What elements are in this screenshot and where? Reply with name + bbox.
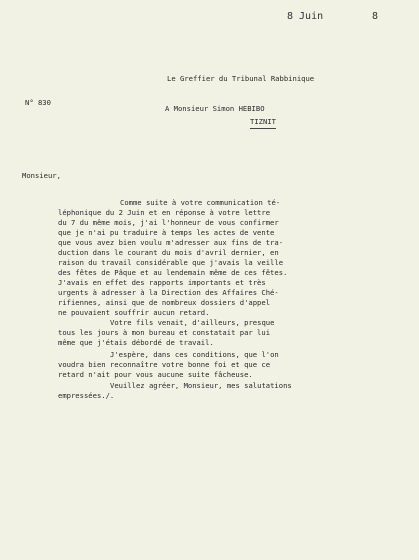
paragraph-line: du 7 du même mois, j'ai l'honneur de vous confirmer (58, 218, 279, 227)
reference-number: N° 830 (25, 98, 51, 107)
paragraph-line: J'avais en effet des rapports importants et très (58, 278, 266, 287)
paragraph-line: léphonique du 2 Juin et en réponse à votre lettre (58, 208, 271, 217)
paragraph-line: même que j'étais débordé de travail. (58, 338, 214, 347)
sender-line: Le Greffier du Tribunal Rabbinique (167, 74, 315, 83)
paragraph-2 (58, 318, 388, 348)
recipient-line: A Monsieur Simon HEBIBO (165, 104, 265, 113)
paragraph-line: raison du travail considérable que j'avais la veille (58, 258, 284, 267)
paragraph-1 (58, 198, 388, 318)
paragraph-line: que je n'ai pu traduire à temps les actes de vente (58, 228, 275, 237)
page-number: 8 (372, 11, 379, 22)
letter-date: 8 Juin (287, 11, 324, 22)
paragraph-line: retard n'ait pour vous aucune suite fâcheuse. (58, 370, 253, 379)
paragraph-line: voudra bien reconnaître votre bonne foi et que ce (58, 360, 271, 369)
paragraph-line: Votre fils venait, d'ailleurs, presque (110, 318, 275, 327)
paragraph-line: ne pouvaient souffrir aucun retard. (58, 308, 210, 317)
paragraph-line: rifiennes, ainsi que de nombreux dossiers d'appel (58, 298, 271, 307)
salutation: Monsieur, (22, 171, 61, 180)
paragraph-line: que vous avez bien voulu m'adresser aux fins de tra- (58, 238, 284, 247)
paragraph-line: urgents à adresser à la Direction des Affaires Ché- (58, 288, 279, 297)
paragraph-line: empressées./. (58, 391, 115, 400)
paragraph-line: Comme suite à votre communication té- (120, 198, 281, 207)
paragraph-line: des fêtes de Pâque et au lendemain même de ces fêtes. (58, 268, 288, 277)
recipient-city-text: TIZNIT (250, 117, 276, 129)
recipient-city (250, 117, 276, 129)
paragraph-closing (58, 381, 388, 401)
paragraph-line: tous les jours à mon bureau et constatait par lui (58, 328, 271, 337)
paragraph-line: J'espère, dans ces conditions, que l'on (110, 350, 279, 359)
paragraph-line: Veuillez agréer, Monsieur, mes salutations (110, 381, 292, 390)
paragraph-3 (58, 350, 388, 380)
paragraph-line: duction dans le courant du mois d'avril dernier, en (58, 248, 279, 257)
